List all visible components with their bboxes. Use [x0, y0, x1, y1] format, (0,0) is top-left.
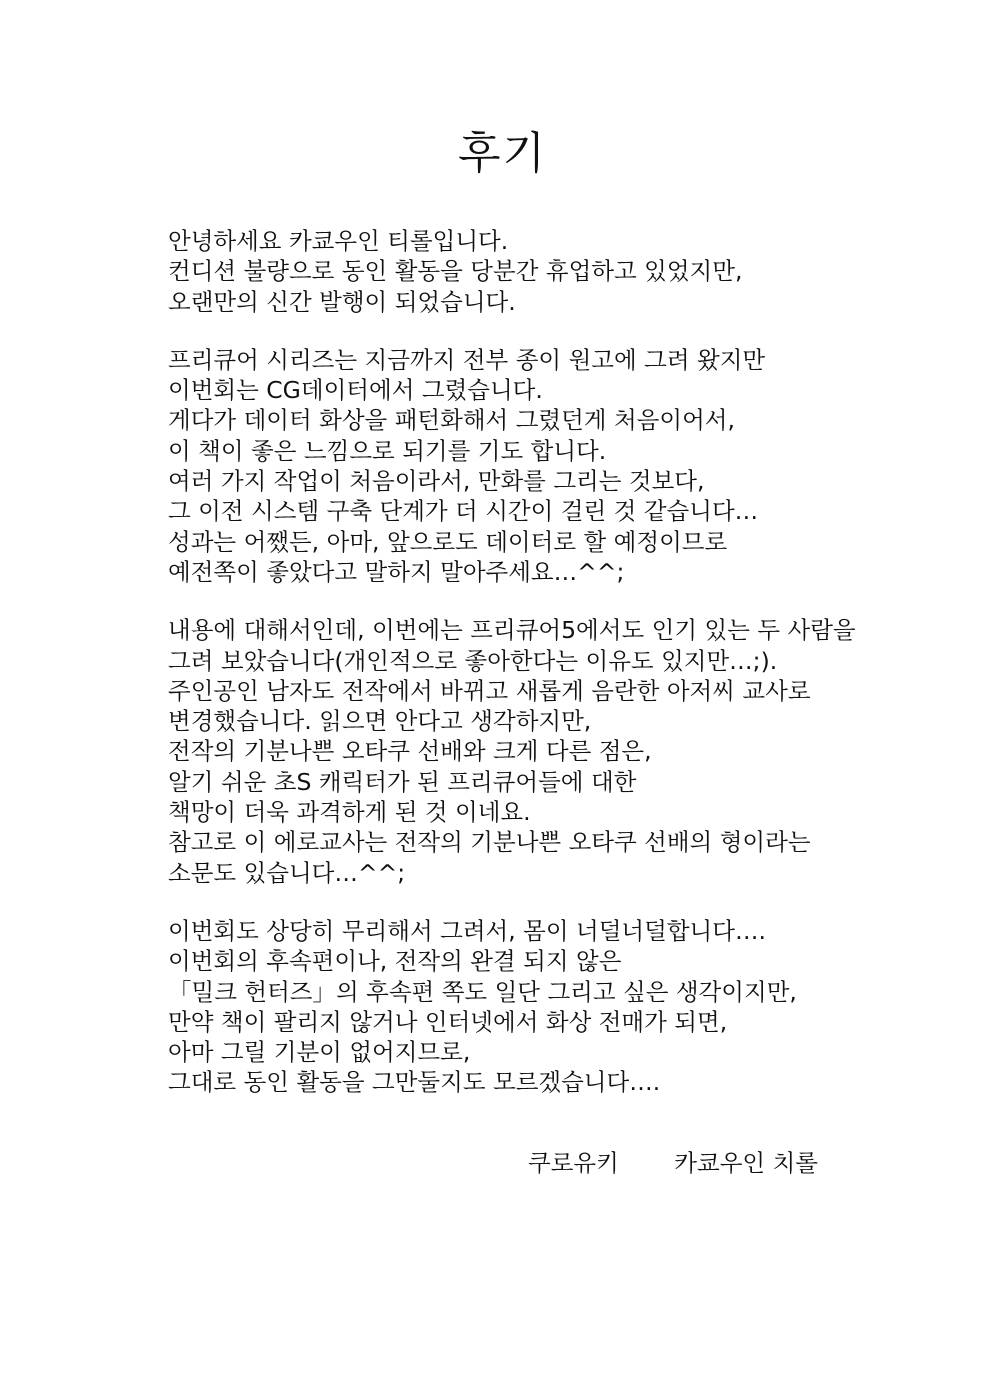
text-line: 이 책이 좋은 느낌으로 되기를 기도 합니다. [168, 436, 607, 465]
text-line: 프리큐어 시리즈는 지금까지 전부 종이 원고에 그려 왔지만 [168, 345, 766, 374]
text-line: 참고로 이 에로교사는 전작의 기분나쁜 오타쿠 선배의 형이라는 [168, 828, 811, 857]
text-line: 알기 쉬운 초S 캐릭터가 된 프리큐어들에 대한 [168, 767, 637, 796]
text-line: 그려 보았습니다(개인적으로 좋아한다는 이유도 있지만…;). [168, 646, 778, 675]
text-line: 이번회는 CG데이터에서 그렸습니다. [168, 376, 543, 405]
text-line: 안녕하세요 카쿄우인 티롤입니다. [168, 227, 509, 255]
paragraph [168, 916, 928, 1098]
text-line: 성과는 어쨌든, 아마, 앞으로도 데이터로 할 예정이므로 [168, 527, 728, 556]
signature-author-name: 카쿄우인 치롤 [674, 1149, 818, 1177]
text-line: 아마 그릴 기분이 없어지므로, [168, 1038, 471, 1067]
text-line: 주인공인 남자도 전작에서 바뀌고 새롭게 음란한 아저씨 교사로 [168, 676, 811, 705]
afterword-body [168, 226, 928, 1126]
text-line: 전작의 기분나쁜 오타쿠 선배와 크게 다른 점은, [168, 737, 652, 766]
paragraph [168, 345, 928, 587]
signature-circle-name: 쿠로유키 [528, 1149, 619, 1177]
text-line: 게다가 데이터 화상을 패턴화해서 그렸던게 처음이어서, [168, 406, 735, 435]
text-line: 그 이전 시스템 구축 단계가 더 시간이 걸린 것 같습니다… [168, 497, 759, 526]
page-title: 후기 [457, 128, 547, 179]
text-line: 이번회의 후속편이나, 전작의 완결 되지 않은 [168, 947, 622, 976]
text-line: 변경했습니다. 읽으면 안다고 생각하지만, [168, 707, 592, 736]
text-line: 책망이 더욱 과격하게 된 것 이네요. [168, 798, 531, 827]
text-line: 「밀크 헌터즈」의 후속편 쪽도 일단 그리고 싶은 생각이지만, [168, 977, 797, 1006]
text-line: 오랜만의 신간 발행이 되었습니다. [168, 287, 516, 316]
text-line: 그대로 동인 활동을 그만둘지도 모르겠습니다…. [168, 1068, 661, 1097]
signature [528, 1147, 818, 1179]
text-line: 예전쪽이 좋았다고 말하지 말아주세요…^^; [168, 557, 625, 586]
text-line: 만약 책이 팔리지 않거나 인터넷에서 화상 전매가 되면, [168, 1007, 728, 1036]
paragraph [168, 615, 928, 888]
text-line: 컨디션 불량으로 동인 활동을 당분간 휴업하고 있었지만, [168, 257, 743, 286]
text-line: 내용에 대해서인데, 이번에는 프리큐어5에서도 인기 있는 두 사람을 [168, 616, 856, 645]
text-line: 여러 가지 작업이 처음이라서, 만화를 그리는 것보다, [168, 467, 705, 496]
text-line: 이번회도 상당히 무리해서 그려서, 몸이 너덜너덜합니다…. [168, 916, 766, 945]
text-line: 소문도 있습니다…^^; [168, 858, 406, 887]
paragraph [168, 226, 928, 317]
